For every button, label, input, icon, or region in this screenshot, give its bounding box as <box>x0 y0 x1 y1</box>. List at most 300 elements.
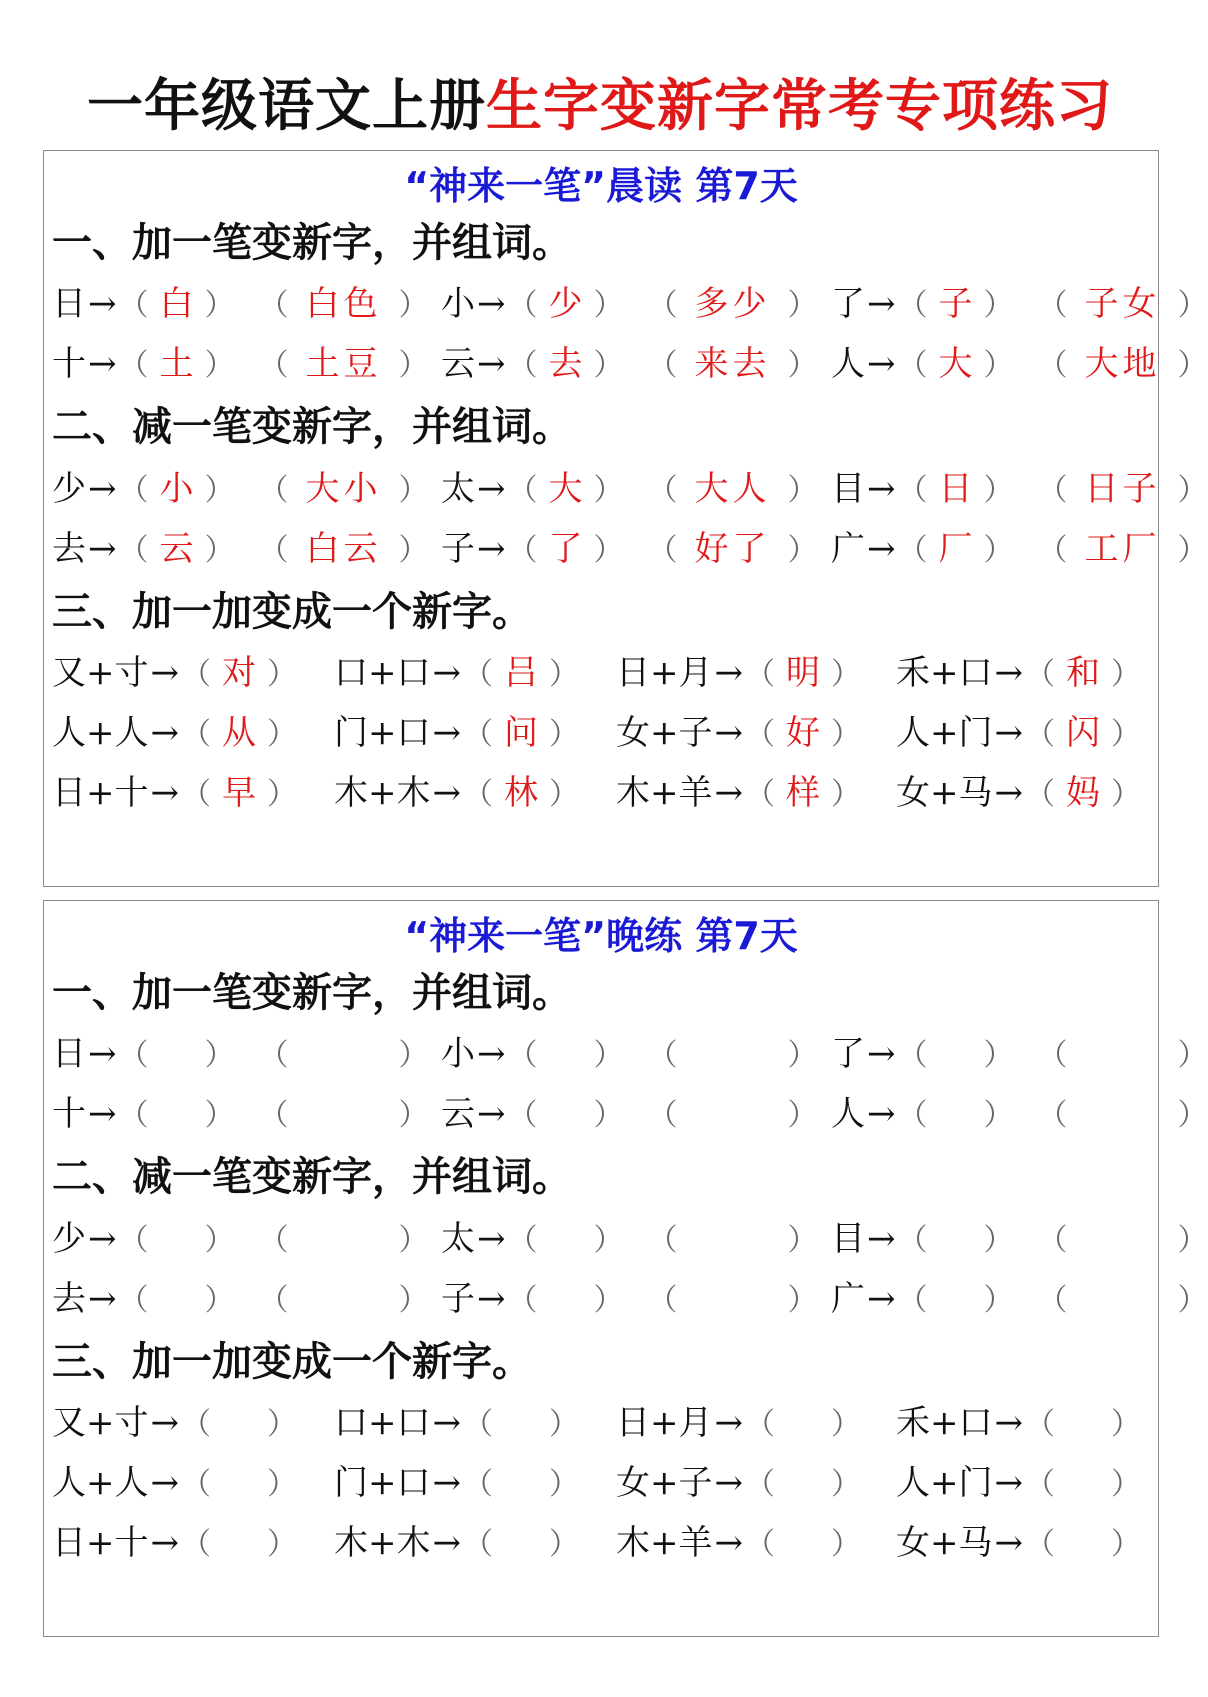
close-paren: ） <box>398 533 429 568</box>
open-paren: （ <box>258 473 289 508</box>
arrow-icon: → <box>994 653 1023 693</box>
combine-item <box>616 703 861 763</box>
combine-item <box>616 643 861 703</box>
combine-expression: 人+门 <box>896 713 993 753</box>
exercise-item <box>831 459 1208 519</box>
arrow-icon: → <box>867 1094 896 1134</box>
arrow-icon: → <box>432 1523 461 1563</box>
close-paren: ） <box>204 288 235 323</box>
combine-expression: 人+门 <box>896 1463 993 1503</box>
arrow-icon: → <box>994 1403 1023 1443</box>
close-paren: ） <box>204 1283 235 1318</box>
combine-item <box>896 1513 1141 1573</box>
close-paren: ） <box>1111 657 1141 692</box>
morning-reading-panel <box>43 150 1208 887</box>
open-paren: （ <box>181 1527 211 1562</box>
combine-row <box>44 763 1158 823</box>
arrow-icon: → <box>150 1403 179 1443</box>
answer-char-blank: 明 <box>786 653 820 693</box>
combine-item <box>334 643 579 703</box>
exercise-row <box>44 1024 1208 1084</box>
arrow-icon: → <box>432 713 461 753</box>
open-paren: （ <box>258 1223 289 1258</box>
combine-item <box>616 763 861 823</box>
combine-item <box>896 1453 1141 1513</box>
source-char: 去 <box>52 1279 86 1319</box>
close-paren: ） <box>204 473 235 508</box>
arrow-icon: → <box>867 529 896 569</box>
open-paren: （ <box>507 288 538 323</box>
source-char: 日 <box>52 284 86 324</box>
close-paren: ） <box>267 1527 297 1562</box>
exercise-item <box>831 1209 1208 1269</box>
combine-expression: 日+十 <box>52 773 149 813</box>
answer-char-blank: 样 <box>786 773 820 813</box>
exercise-item <box>52 1084 429 1144</box>
close-paren: ） <box>549 717 579 752</box>
combine-item <box>334 1453 579 1513</box>
close-paren: ） <box>267 657 297 692</box>
open-paren: （ <box>118 1283 149 1318</box>
combine-row <box>44 643 1158 703</box>
morning-panel-title: “神来一笔”晨读 第7天 <box>404 164 798 208</box>
close-paren: ） <box>1177 473 1208 508</box>
close-paren: ） <box>398 288 429 323</box>
close-paren: ） <box>267 777 297 812</box>
answer-word-blank: 来去 <box>694 344 771 384</box>
exercise-item <box>52 519 429 579</box>
close-paren: ） <box>983 348 1014 383</box>
source-char: 广 <box>831 1279 865 1319</box>
source-char: 少 <box>52 1219 86 1259</box>
arrow-icon: → <box>867 469 896 509</box>
close-paren: ） <box>983 1223 1014 1258</box>
close-paren: ） <box>831 1527 861 1562</box>
arrow-icon: → <box>150 1463 179 1503</box>
answer-word-blank: 好了 <box>694 529 771 569</box>
combine-row <box>44 703 1158 763</box>
combine-item <box>616 1513 861 1573</box>
answer-word-blank: 工厂 <box>1084 529 1161 569</box>
open-paren: （ <box>745 1407 775 1442</box>
combine-item <box>334 1393 579 1453</box>
close-paren: ） <box>398 1098 429 1133</box>
open-paren: （ <box>897 1098 928 1133</box>
close-paren: ） <box>787 348 818 383</box>
close-paren: ） <box>983 1098 1014 1133</box>
open-paren: （ <box>647 1223 678 1258</box>
answer-char-blank: 土 <box>159 344 194 384</box>
exercise-row <box>44 1084 1208 1144</box>
combine-expression: 女+子 <box>616 713 713 753</box>
evening-panel-title: “神来一笔”晚练 第7天 <box>404 914 798 958</box>
open-paren: （ <box>181 717 211 752</box>
answer-char-blank: 少 <box>548 284 583 324</box>
arrow-icon: → <box>477 344 506 384</box>
exercise-item <box>441 1209 818 1269</box>
arrow-icon: → <box>994 773 1023 813</box>
combine-item <box>52 1393 297 1453</box>
evening-practice-panel <box>43 900 1208 1637</box>
open-paren: （ <box>507 473 538 508</box>
open-paren: （ <box>897 473 928 508</box>
exercise-item <box>441 1024 818 1084</box>
exercise-item <box>831 334 1208 394</box>
combine-expression: 女+子 <box>616 1463 713 1503</box>
open-paren: （ <box>118 288 149 323</box>
arrow-icon: → <box>432 1463 461 1503</box>
open-paren: （ <box>181 777 211 812</box>
arrow-icon: → <box>477 529 506 569</box>
combine-item <box>52 1513 297 1573</box>
combine-item <box>896 703 1141 763</box>
source-char: 子 <box>441 1279 475 1319</box>
close-paren: ） <box>1177 1283 1208 1318</box>
answer-word-blank: 大小 <box>305 469 382 509</box>
close-paren: ） <box>1111 1467 1141 1502</box>
arrow-icon: → <box>150 713 179 753</box>
source-char: 太 <box>441 1219 475 1259</box>
arrow-icon: → <box>88 344 117 384</box>
open-paren: （ <box>258 1038 289 1073</box>
close-paren: ） <box>593 1098 624 1133</box>
answer-word-blank: 日子 <box>1084 469 1161 509</box>
close-paren: ） <box>593 1038 624 1073</box>
arrow-icon: → <box>714 773 743 813</box>
arrow-icon: → <box>88 1279 117 1319</box>
close-paren: ） <box>787 1223 818 1258</box>
arrow-icon: → <box>867 1219 896 1259</box>
open-paren: （ <box>647 533 678 568</box>
answer-char-blank: 云 <box>159 529 194 569</box>
arrow-icon: → <box>88 1034 117 1074</box>
close-paren: ） <box>398 1223 429 1258</box>
open-paren: （ <box>647 1038 678 1073</box>
open-paren: （ <box>258 1098 289 1133</box>
close-paren: ） <box>398 473 429 508</box>
source-char: 日 <box>52 1034 86 1074</box>
source-char: 小 <box>441 284 475 324</box>
source-char: 目 <box>831 469 865 509</box>
open-paren: （ <box>897 1283 928 1318</box>
exercise-item <box>52 1024 429 1084</box>
exercise-row <box>44 274 1208 334</box>
morning-section1-heading: 一、加一笔变新字，并组词。 <box>52 220 572 266</box>
close-paren: ） <box>593 288 624 323</box>
close-paren: ） <box>1177 288 1208 323</box>
combine-item <box>616 1453 861 1513</box>
combine-expression: 口+口 <box>334 1403 431 1443</box>
combine-row <box>44 1393 1158 1453</box>
close-paren: ） <box>831 1467 861 1502</box>
morning-section2-heading: 二、减一笔变新字，并组词。 <box>52 404 572 450</box>
title-part-black: 一年级语文上册 <box>87 74 486 139</box>
open-paren: （ <box>118 348 149 383</box>
open-paren: （ <box>647 348 678 383</box>
close-paren: ） <box>593 1283 624 1318</box>
exercise-item <box>441 1084 818 1144</box>
arrow-icon: → <box>150 1523 179 1563</box>
source-char: 云 <box>441 344 475 384</box>
close-paren: ） <box>1177 1223 1208 1258</box>
answer-char-blank: 大 <box>548 469 583 509</box>
exercise-item <box>441 334 818 394</box>
close-paren: ） <box>549 1527 579 1562</box>
open-paren: （ <box>463 657 493 692</box>
page-title <box>0 62 1200 152</box>
combine-expression: 木+羊 <box>616 1523 713 1563</box>
combine-item <box>52 643 297 703</box>
source-char: 太 <box>441 469 475 509</box>
combine-expression: 日+月 <box>616 653 713 693</box>
open-paren: （ <box>897 1038 928 1073</box>
answer-char-blank: 日 <box>938 469 973 509</box>
answer-word-blank: 子女 <box>1084 284 1161 324</box>
arrow-icon: → <box>867 284 896 324</box>
open-paren: （ <box>1037 1038 1068 1073</box>
exercise-item <box>441 459 818 519</box>
close-paren: ） <box>549 1407 579 1442</box>
close-paren: ） <box>983 533 1014 568</box>
combine-expression: 木+羊 <box>616 773 713 813</box>
answer-char-blank: 好 <box>786 713 820 753</box>
open-paren: （ <box>463 1527 493 1562</box>
close-paren: ） <box>267 717 297 752</box>
close-paren: ） <box>593 1223 624 1258</box>
arrow-icon: → <box>88 469 117 509</box>
source-char: 人 <box>831 344 865 384</box>
close-paren: ） <box>549 657 579 692</box>
combine-expression: 人+人 <box>52 1463 149 1503</box>
open-paren: （ <box>507 1038 538 1073</box>
answer-char-blank: 去 <box>548 344 583 384</box>
arrow-icon: → <box>150 773 179 813</box>
close-paren: ） <box>831 1407 861 1442</box>
open-paren: （ <box>897 348 928 383</box>
close-paren: ） <box>787 1098 818 1133</box>
exercise-item <box>831 519 1208 579</box>
arrow-icon: → <box>432 1403 461 1443</box>
open-paren: （ <box>647 1283 678 1318</box>
arrow-icon: → <box>714 653 743 693</box>
open-paren: （ <box>118 1038 149 1073</box>
combine-item <box>896 1393 1141 1453</box>
close-paren: ） <box>593 348 624 383</box>
source-char: 去 <box>52 529 86 569</box>
answer-char-blank: 从 <box>222 713 256 753</box>
close-paren: ） <box>983 473 1014 508</box>
arrow-icon: → <box>477 284 506 324</box>
arrow-icon: → <box>714 1523 743 1563</box>
close-paren: ） <box>1177 533 1208 568</box>
open-paren: （ <box>118 533 149 568</box>
close-paren: ） <box>787 1038 818 1073</box>
title-part-red: 生字变新字常考专项练习 <box>486 74 1113 139</box>
arrow-icon: → <box>477 1094 506 1134</box>
open-paren: （ <box>507 1223 538 1258</box>
combine-expression: 门+口 <box>334 1463 431 1503</box>
source-char: 了 <box>831 1034 865 1074</box>
open-paren: （ <box>745 1467 775 1502</box>
open-paren: （ <box>1037 473 1068 508</box>
exercise-item <box>52 274 429 334</box>
combine-expression: 日+十 <box>52 1523 149 1563</box>
combine-expression: 又+寸 <box>52 1403 149 1443</box>
answer-char-blank: 和 <box>1066 653 1100 693</box>
open-paren: （ <box>181 657 211 692</box>
answer-char-blank: 大 <box>938 344 973 384</box>
open-paren: （ <box>897 533 928 568</box>
exercise-item <box>441 1269 818 1329</box>
open-paren: （ <box>647 1098 678 1133</box>
open-paren: （ <box>463 1467 493 1502</box>
answer-char-blank: 白 <box>159 284 194 324</box>
close-paren: ） <box>1177 348 1208 383</box>
close-paren: ） <box>398 1038 429 1073</box>
open-paren: （ <box>118 1223 149 1258</box>
close-paren: ） <box>398 348 429 383</box>
exercise-item <box>52 459 429 519</box>
open-paren: （ <box>507 1098 538 1133</box>
close-paren: ） <box>204 1098 235 1133</box>
exercise-item <box>52 334 429 394</box>
source-char: 小 <box>441 1034 475 1074</box>
open-paren: （ <box>258 348 289 383</box>
answer-char-blank: 闪 <box>1066 713 1100 753</box>
open-paren: （ <box>1025 777 1055 812</box>
open-paren: （ <box>1025 1467 1055 1502</box>
arrow-icon: → <box>88 284 117 324</box>
arrow-icon: → <box>714 1463 743 1503</box>
combine-row <box>44 1513 1158 1573</box>
combine-expression: 禾+口 <box>896 653 993 693</box>
close-paren: ） <box>787 473 818 508</box>
open-paren: （ <box>1037 1098 1068 1133</box>
combine-expression: 门+口 <box>334 713 431 753</box>
open-paren: （ <box>181 1407 211 1442</box>
open-paren: （ <box>463 1407 493 1442</box>
morning-section3-heading: 三、加一加变成一个新字。 <box>52 589 532 635</box>
combine-item <box>334 703 579 763</box>
open-paren: （ <box>258 533 289 568</box>
combine-item <box>896 763 1141 823</box>
arrow-icon: → <box>150 653 179 693</box>
arrow-icon: → <box>867 1034 896 1074</box>
answer-char-blank: 早 <box>222 773 256 813</box>
open-paren: （ <box>647 288 678 323</box>
open-paren: （ <box>463 717 493 752</box>
arrow-icon: → <box>432 653 461 693</box>
combine-item <box>616 1393 861 1453</box>
answer-word-blank: 土豆 <box>305 344 382 384</box>
source-char: 目 <box>831 1219 865 1259</box>
arrow-icon: → <box>432 773 461 813</box>
combine-expression: 又+寸 <box>52 653 149 693</box>
open-paren: （ <box>647 473 678 508</box>
close-paren: ） <box>787 533 818 568</box>
answer-char-blank: 厂 <box>938 529 973 569</box>
exercise-item <box>441 519 818 579</box>
exercise-item <box>441 274 818 334</box>
answer-char-blank: 妈 <box>1066 773 1100 813</box>
close-paren: ） <box>831 777 861 812</box>
open-paren: （ <box>258 288 289 323</box>
open-paren: （ <box>1025 1407 1055 1442</box>
close-paren: ） <box>983 1038 1014 1073</box>
open-paren: （ <box>897 1223 928 1258</box>
arrow-icon: → <box>88 1094 117 1134</box>
open-paren: （ <box>1037 348 1068 383</box>
answer-char-blank: 对 <box>222 653 256 693</box>
arrow-icon: → <box>867 1279 896 1319</box>
open-paren: （ <box>745 1527 775 1562</box>
close-paren: ） <box>787 1283 818 1318</box>
close-paren: ） <box>549 1467 579 1502</box>
combine-item <box>52 1453 297 1513</box>
open-paren: （ <box>181 1467 211 1502</box>
open-paren: （ <box>1037 288 1068 323</box>
exercise-item <box>52 1209 429 1269</box>
open-paren: （ <box>258 1283 289 1318</box>
open-paren: （ <box>1025 1527 1055 1562</box>
combine-expression: 口+口 <box>334 653 431 693</box>
combine-row <box>44 1453 1158 1513</box>
close-paren: ） <box>983 1283 1014 1318</box>
arrow-icon: → <box>994 713 1023 753</box>
exercise-item <box>831 1024 1208 1084</box>
close-paren: ） <box>204 1038 235 1073</box>
open-paren: （ <box>507 1283 538 1318</box>
answer-word-blank: 大人 <box>694 469 771 509</box>
close-paren: ） <box>983 288 1014 323</box>
combine-expression: 木+木 <box>334 1523 431 1563</box>
combine-expression: 禾+口 <box>896 1403 993 1443</box>
open-paren: （ <box>897 288 928 323</box>
arrow-icon: → <box>477 1219 506 1259</box>
evening-section1-heading: 一、加一笔变新字，并组词。 <box>52 970 572 1016</box>
open-paren: （ <box>118 473 149 508</box>
evening-section2-heading: 二、减一笔变新字，并组词。 <box>52 1154 572 1200</box>
exercise-row <box>44 1269 1208 1329</box>
close-paren: ） <box>593 473 624 508</box>
close-paren: ） <box>204 348 235 383</box>
close-paren: ） <box>593 533 624 568</box>
exercise-row <box>44 1209 1208 1269</box>
open-paren: （ <box>745 717 775 752</box>
close-paren: ） <box>204 1223 235 1258</box>
evening-section3-heading: 三、加一加变成一个新字。 <box>52 1339 532 1385</box>
close-paren: ） <box>1111 717 1141 752</box>
exercise-row <box>44 334 1208 394</box>
close-paren: ） <box>831 717 861 752</box>
combine-expression: 日+月 <box>616 1403 713 1443</box>
close-paren: ） <box>831 657 861 692</box>
arrow-icon: → <box>477 469 506 509</box>
close-paren: ） <box>1177 1098 1208 1133</box>
answer-char-blank: 子 <box>938 284 973 324</box>
open-paren: （ <box>463 777 493 812</box>
exercise-row <box>44 519 1208 579</box>
close-paren: ） <box>398 1283 429 1318</box>
arrow-icon: → <box>714 713 743 753</box>
combine-item <box>52 763 297 823</box>
answer-word-blank: 白云 <box>305 529 382 569</box>
answer-char-blank: 了 <box>548 529 583 569</box>
source-char: 云 <box>441 1094 475 1134</box>
combine-expression: 女+马 <box>896 1523 993 1563</box>
close-paren: ） <box>787 288 818 323</box>
close-paren: ） <box>1111 1527 1141 1562</box>
